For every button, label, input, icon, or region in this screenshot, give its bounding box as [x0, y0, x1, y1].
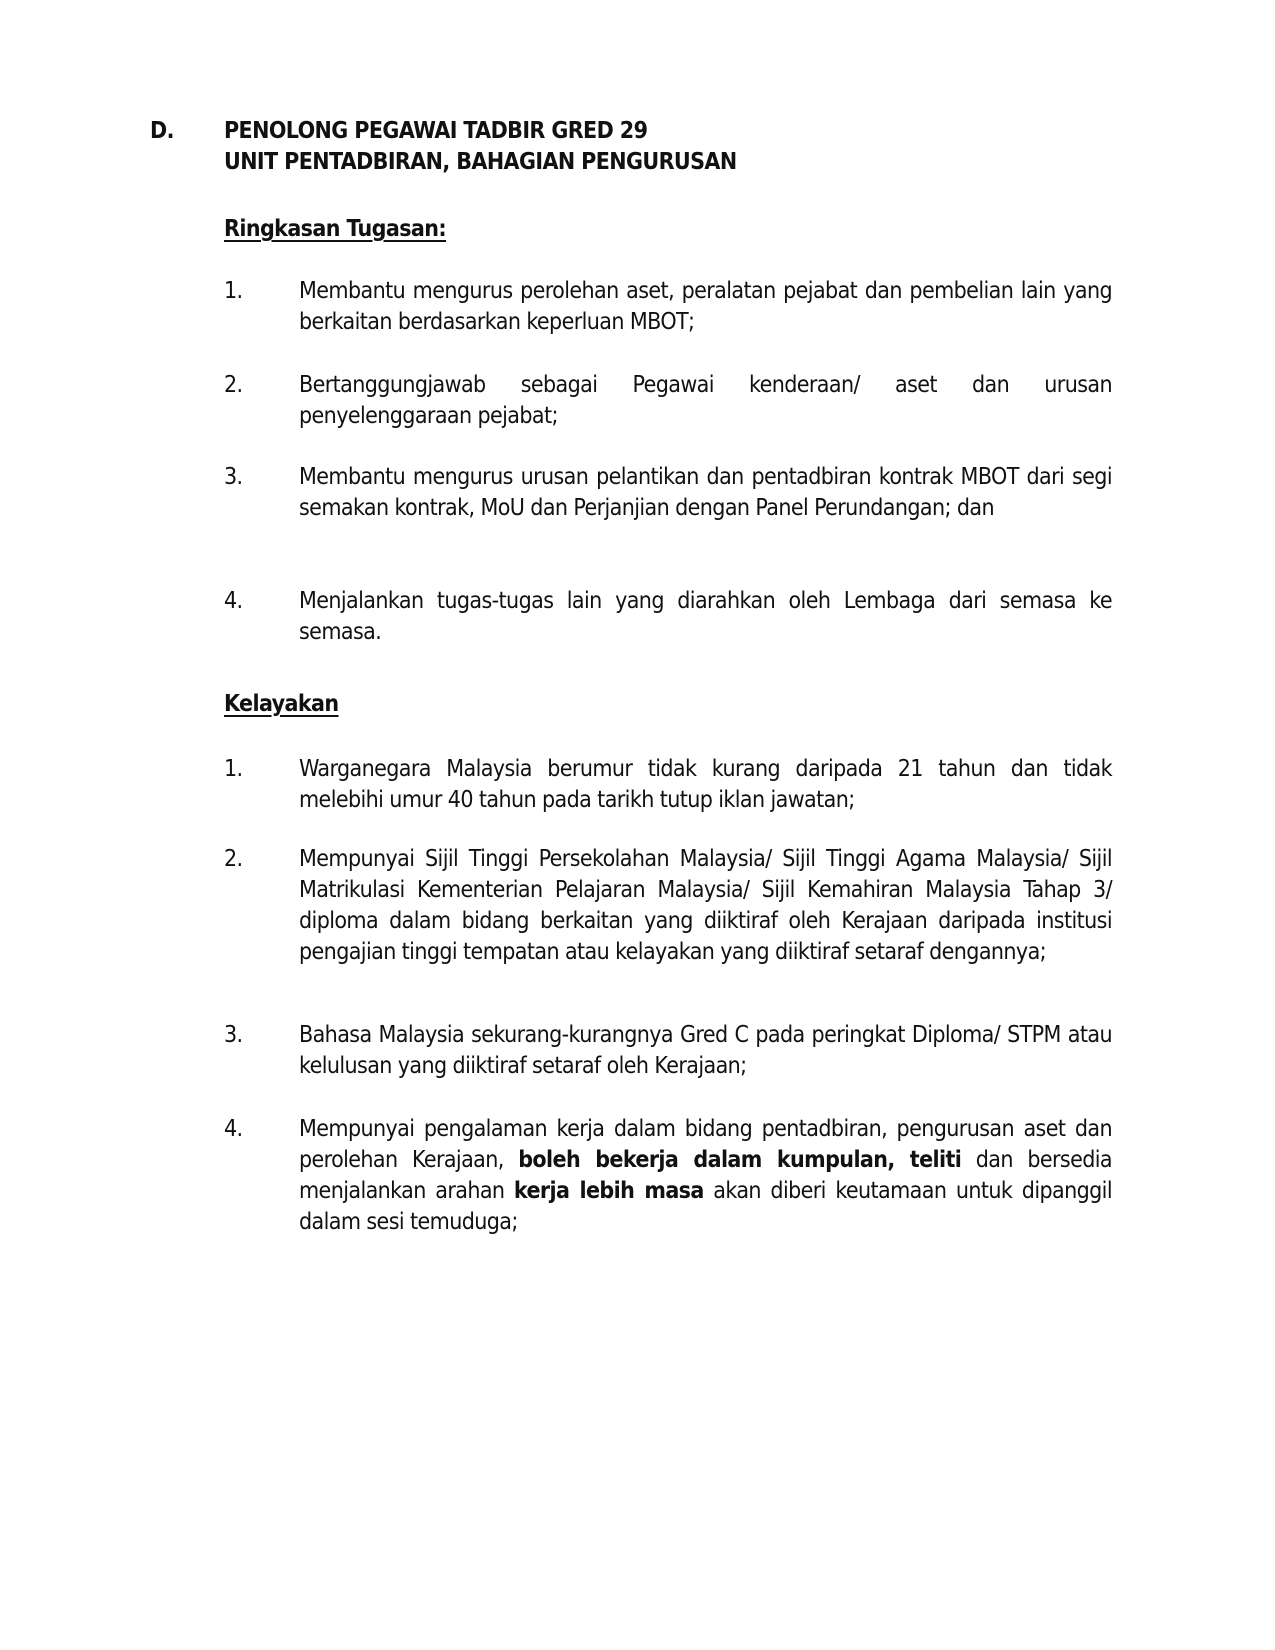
item-text-part: akan diberi keutamaan untuk dipanggil dalam sesi temuduga;: [299, 1178, 1112, 1235]
item-number: 3.: [224, 1022, 243, 1048]
qualifications-title: Kelayakan: [224, 691, 339, 717]
item-text-part: dan bersedia menjalankan arahan: [299, 1147, 1112, 1204]
item-text: Bertanggungjawab sebagai Pegawai kenderaan/ aset dan urusan penyelenggaraan pejabat;: [299, 372, 1112, 429]
bold-emphasis: kerja lebih masa: [513, 1178, 704, 1204]
item-text: Warganegara Malaysia berumur tidak kurang daripada 21 tahun dan tidak melebihi umur 40 tahun pada tarikh tutup iklan jawatan;: [299, 756, 1112, 813]
item-text: Membantu mengurus urusan pelantikan dan pentadbiran kontrak MBOT dari segi semakan kontrak, MoU dan Perjanjian dengan Panel Perundangan; dan: [299, 464, 1112, 521]
item-number: 1.: [224, 278, 243, 304]
item-text-part: Mempunyai pengalaman kerja dalam bidang pentadbiran, pengurusan aset dan perolehan Kerajaan,: [299, 1116, 1112, 1173]
item-text: Mempunyai Sijil Tinggi Persekolahan Malaysia/ Sijil Tinggi Agama Malaysia/ Sijil Matrikulasi Kementerian Pelajaran Malaysia/ Sijil Kemahiran Malaysia Tahap 3/ diploma dalam bidang berkaitan yang diiktiraf oleh Kerajaan daripada institusi pengajian tinggi tempatan atau kelayakan yang diiktiraf setaraf dengannya;: [299, 846, 1112, 965]
item-number: 2.: [224, 372, 243, 398]
item-text: Bahasa Malaysia sekurang-kurangnya Gred C pada peringkat Diploma/ STPM atau kelulusan yang diiktiraf setaraf oleh Kerajaan;: [299, 1022, 1112, 1079]
item-number: 3.: [224, 464, 243, 490]
item-text: Membantu mengurus perolehan aset, peralatan pejabat dan pembelian lain yang berkaitan berdasarkan keperluan MBOT;: [299, 278, 1112, 335]
bold-emphasis: boleh bekerja dalam kumpulan, teliti: [518, 1147, 962, 1173]
item-text: [299, 1114, 1112, 1238]
item-number: 4.: [224, 1116, 243, 1142]
item-number: 2.: [224, 846, 243, 872]
position-title: PENOLONG PEGAWAI TADBIR GRED 29: [224, 118, 648, 144]
item-text: Menjalankan tugas-tugas lain yang diarahkan oleh Lembaga dari semasa ke semasa.: [299, 588, 1112, 645]
section-letter: D.: [150, 118, 174, 144]
duties-title: Ringkasan Tugasan:: [224, 216, 447, 242]
item-number: 1.: [224, 756, 243, 782]
item-number: 4.: [224, 588, 243, 614]
unit-title: UNIT PENTADBIRAN, BAHAGIAN PENGURUSAN: [224, 149, 737, 175]
